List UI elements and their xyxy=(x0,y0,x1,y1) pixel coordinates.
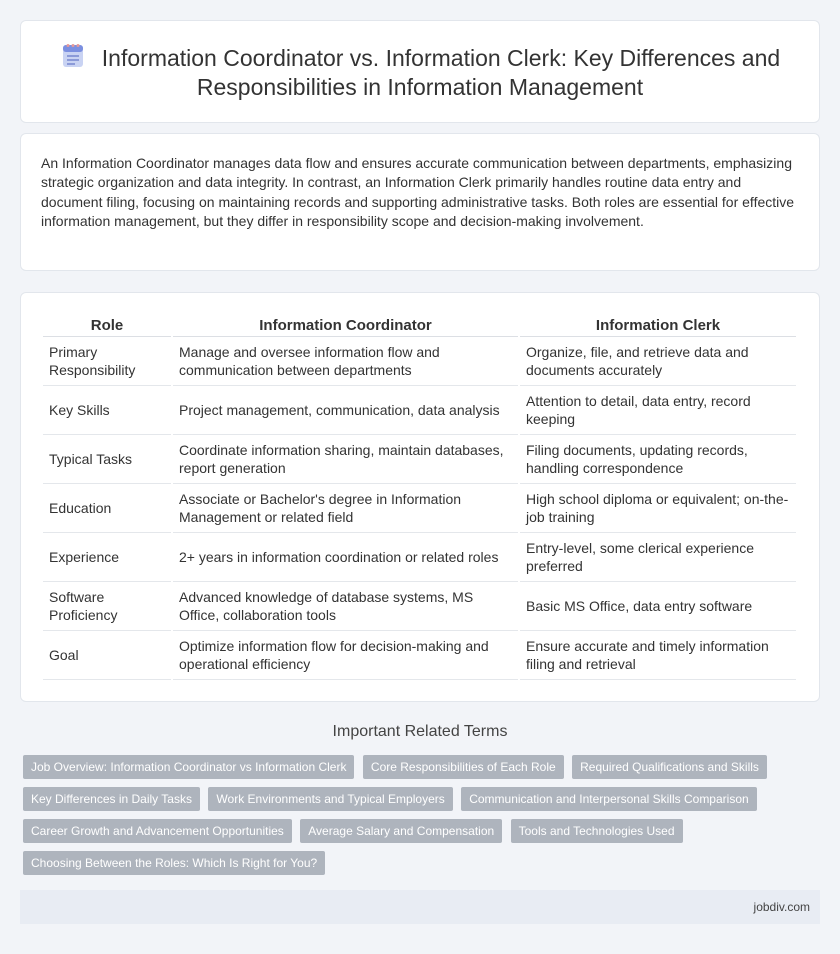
related-term-tag[interactable]: Required Qualifications and Skills xyxy=(572,755,767,779)
table-row xyxy=(43,435,796,484)
clerk-cell: Ensure accurate and timely information filing and retrieval xyxy=(520,631,796,680)
table-header-row xyxy=(43,315,796,337)
role-cell: Typical Tasks xyxy=(43,435,171,484)
intro-card xyxy=(20,133,820,271)
table-row xyxy=(43,386,796,435)
clerk-cell: Filing documents, updating records, handling correspondence xyxy=(520,435,796,484)
related-term-tag[interactable]: Career Growth and Advancement Opportunities xyxy=(23,819,292,843)
role-cell: Goal xyxy=(43,631,171,680)
header-clerk: Information Clerk xyxy=(520,315,796,337)
comparison-table xyxy=(41,315,798,680)
related-term-tag[interactable]: Core Responsibilities of Each Role xyxy=(363,755,564,779)
clerk-cell: Organize, file, and retrieve data and documents accurately xyxy=(520,337,796,386)
table-row xyxy=(43,484,796,533)
related-term-tag[interactable]: Key Differences in Daily Tasks xyxy=(23,787,200,811)
clerk-cell: High school diploma or equivalent; on-the-job training xyxy=(520,484,796,533)
clerk-cell: Attention to detail, data entry, record keeping xyxy=(520,386,796,435)
document-icon xyxy=(60,43,86,69)
page-title-wrap xyxy=(21,43,819,102)
site-link[interactable]: jobdiv.com xyxy=(753,900,810,914)
related-term-tag[interactable]: Work Environments and Typical Employers xyxy=(208,787,452,811)
page-title: Information Coordinator vs. Information Clerk: Key Differences and Responsibilities in Information Management xyxy=(101,45,781,100)
related-term-tag[interactable]: Average Salary and Compensation xyxy=(300,819,502,843)
coordinator-cell: Advanced knowledge of database systems, MS Office, collaboration tools xyxy=(173,582,518,631)
coordinator-cell: Associate or Bachelor's degree in Information Management or related field xyxy=(173,484,518,533)
coordinator-cell: Optimize information flow for decision-making and operational efficiency xyxy=(173,631,518,680)
clerk-cell: Basic MS Office, data entry software xyxy=(520,582,796,631)
table-row xyxy=(43,533,796,582)
intro-paragraph: An Information Coordinator manages data flow and ensures accurate communication between departments, emphasizing strategic organization and data integrity. In contrast, an Information Clerk primarily handles routine data entry and document filing, focusing on maintaining records and supporting administrative tasks. Both roles are essential for effective information management, but they differ in responsibility scope and decision-making involvement. xyxy=(41,155,795,229)
related-term-tag[interactable]: Tools and Technologies Used xyxy=(511,819,683,843)
comparison-card xyxy=(20,292,820,702)
related-term-tag[interactable]: Choosing Between the Roles: Which Is Right for You? xyxy=(23,851,325,875)
related-term-tag[interactable]: Job Overview: Information Coordinator vs Information Clerk xyxy=(23,755,354,779)
coordinator-cell: 2+ years in information coordination or related roles xyxy=(173,533,518,582)
related-terms-list xyxy=(23,755,803,883)
clerk-cell: Entry-level, some clerical experience preferred xyxy=(520,533,796,582)
role-cell: Software Proficiency xyxy=(43,582,171,631)
related-terms-title: Important Related Terms xyxy=(332,723,508,740)
role-cell: Education xyxy=(43,484,171,533)
coordinator-cell: Coordinate information sharing, maintain databases, report generation xyxy=(173,435,518,484)
header-card xyxy=(20,20,820,123)
header-coordinator: Information Coordinator xyxy=(173,315,518,337)
role-cell: Experience xyxy=(43,533,171,582)
header-role: Role xyxy=(43,315,171,337)
role-cell: Primary Responsibility xyxy=(43,337,171,386)
footer xyxy=(20,890,820,924)
role-cell: Key Skills xyxy=(43,386,171,435)
related-term-tag[interactable]: Communication and Interpersonal Skills Comparison xyxy=(461,787,756,811)
table-row xyxy=(43,337,796,386)
table-row xyxy=(43,631,796,680)
coordinator-cell: Project management, communication, data analysis xyxy=(173,386,518,435)
coordinator-cell: Manage and oversee information flow and communication between departments xyxy=(173,337,518,386)
table-row xyxy=(43,582,796,631)
